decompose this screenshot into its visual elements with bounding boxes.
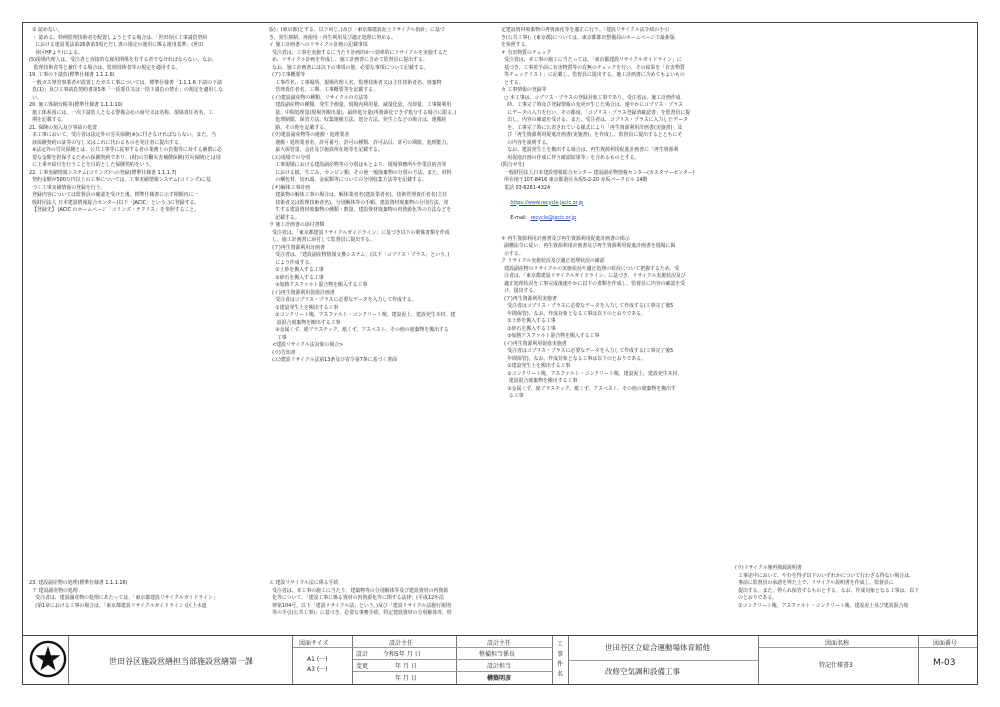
spec-line: 所在地〒107-8416 東京都港区赤坂5-2-20 赤坂パークビル 14階 [501,177,648,183]
spec-line: 律第104号。以下「建設リサイクル法」という。)及び「建設リサイクル法施行規則 [269,602,451,609]
spec-line: にデータの入力を行い、その都度、「コブリス・プラス登録済確認書」を監督員に提 [501,109,691,116]
spec-line: 要な金額を担保するための保険契約であり、(財)の労働災害補償保険(労災保険)とは別 [29,154,221,161]
spec-line: 基づき、工事着手前に有害物質等の有無のチェックを行い、その結果を「有害物質 [501,64,685,71]
spec-line: カ 工事情報の登録等 [501,87,547,93]
drawing-no-label: 図面番号 [933,640,958,647]
spec-line: 用促進計画の作成に伴う確認結果等」を含めるものとする。 [501,154,640,161]
spec-line: 負(1)」及び工事請負契約書第5条「一括委任又は一括下請負の禁止」の規定を適用しな [29,87,224,93]
spec-line: 21. 保険の加入及び事故の処置 [29,124,98,131]
spec-line: び「再生資源利用促進計画書(実施書)」を作成し、監督員に提出するとともにそ [501,132,683,138]
spec-line: 期を記載する。 [29,117,67,123]
spec-line: (ア)再生資源利用計画書 [269,244,325,251]
col2-text [269,27,497,365]
spec-line: 工事途中において、やむを得ず以下のいずれかについて行わざる得ない場合は、 [735,572,914,579]
spec-line: (ア)工事概要等 [269,72,306,78]
spec-line: 処理制限、保管方法、収集運搬方法、処分方法、発生上などの場合は、運搬経 [269,117,447,123]
spec-line: 受注者は、本工事の施工に当たっては、「東京都建設リサイクルガイドライン」に [501,57,682,63]
spec-line: キ 再生資源利用計画書及び再生資源利用促進計画書の掲示 [501,235,630,242]
spec-column-4 [735,27,971,637]
email-link[interactable]: recycle@jacic.or.jp [530,214,577,221]
spec-line: 路、その他を記載する。 [269,124,330,131]
spec-line: ウ 施工計画書の添付書類 [269,222,325,228]
spec-line: 出し、内容の確認を受ける。また、受注者は、コブリス・プラスに入力したデータ [501,117,688,123]
project-label-cell [553,636,569,684]
spec-line: 運搬・処理業者名、許可番号、許可の種類、許可品目、許可の期限、処理能力、 [269,139,452,146]
col4-bottom-text [735,565,971,610]
spec-line: 谷区HPより)による。 [29,49,83,56]
spec-line: 適正処理状況を工事完成後速やかに以下の書類を作成し、監督員に内容の確認を受 [501,280,686,287]
spec-line: 最大保管量、会社及び施設所在地等を記載する。 [269,147,383,153]
size-a1: A1 (一) [307,656,328,663]
spec-line: (エ)現場での分別 [269,154,311,161]
spec-line: ア 建設副産物の処理 [29,587,78,594]
spec-line: 受注者はコブリス・プラスに必要なデータを入力して作成する。 [269,297,417,303]
spec-line: (イ)建設副産物の種類、リサイクルの方法等 [269,94,369,101]
spec-line: ②砕石を搬入する工事 [501,325,556,332]
change-label: 変更 [356,663,369,670]
spec-line: 年間保管)。なお、作成対象となる工事は以下のとおりである。 [501,355,647,362]
spec-line: (オ)解体工事計画 [269,184,311,191]
spec-line: により作成する。 [269,259,315,266]
size-label: 図面サイズ [299,640,329,647]
spec-line: 受注者は、「建設副産物情報交換システム」(以下「コブリス・プラス」という。) [269,252,450,258]
spec-line: ③加熱アスファルト混合物を搬入する工事 [501,333,600,339]
spec-line: <建設リサイクル法対象の場合> [269,342,344,348]
project-line-2: 改修空気調和設備工事 [605,667,680,676]
spec-line: ク リサイクル実施状況及び適正処理状況の確認 [501,258,605,264]
org-cell [69,636,293,684]
size-cell [293,636,353,684]
col3-text [501,27,729,192]
spec-line: 生する建設資材廃棄物の種類・数量、建設資材廃棄物の再資源化等の方法などを [269,207,452,213]
spec-line: 事前に監督員の承諾を得た上で、リサイクル説明書を作成し、監督員に [735,580,894,586]
spec-line: 施工体系図には、一次下請負人となる警備会社の商号又は名称、現場責任者名、工 [29,109,214,116]
spec-line: (第1章における工事の場合は、「東京都建設リサイクルガイドライン (区上水道 [29,602,207,609]
spec-line: し、施工計画書に添付して監督員に提出する。 [269,237,375,243]
spec-line: (ウ)リサイクル施再資源説明書 [735,565,802,571]
spec-line: ○ 本工事は、コブリス・プラスの登録対象工事であり、受注者は、施工計画作成 [501,94,681,101]
col2-bottom-text [269,580,497,618]
spec-line: (ウ)建設副産物等の運搬・処理業者 [269,132,350,138]
spec-line: 副構法令に従い、再生資源利用計画書及び再生資源利用促進計画書を現場に掲 [501,243,676,249]
spec-line: を参照する。 [501,42,531,48]
spec-line: ※法定外の労災保険とは、公共工事等に従事する者の業務上の負傷等に対する補償に必 [29,147,223,153]
spec-line: 工事 [269,334,287,341]
drawing-name-label: 図面名称 [825,640,850,647]
spec-line: 受注者は、「東京都建設リサイクルガイドライン」に基づき以下の関係書類を作成 [269,229,450,236]
spec-line: ・ 認める。特例監理技術者を配置しようとする場合は、「世田谷区工事請負契約 [29,34,208,41]
spec-line: 工事件名、工事場所、現場代理人名、監理技術者又は主任技術者名、廃棄物 [269,79,442,86]
spec-line: 【登録先】 JACIC のホームページ「コリンズ・テクリス」を参照すること。 [29,207,200,213]
spec-line: 20. 施工体制台帳等(標準仕様書 1.1.1.10) [29,102,123,108]
spec-line: ①建設発生土を搬出する工事 [501,363,571,369]
spec-line: イ 施工計画書へのリサイクル計画の記載事項 [269,42,368,48]
spec-line: の内容を説明する。 [501,139,552,146]
blank-date: 年 月 日 [395,675,417,682]
drawing-name: 特記仕様書3 [819,662,853,669]
spec-line: 提出する。また、得られ保管するものとする。なお、作成対象となる工事は、以下 [735,587,920,594]
spec-line: のとおりである。 [735,595,778,601]
spec-line: い。 [29,94,42,101]
design-label: 設計 [356,651,369,658]
spec-line: 一般ガス導管事業者が設置したガス工事については、標準仕様書「1.1.1.6 下請の下請 [29,79,222,86]
spec-line: の梱包材、切れ端、金属類等についての分別収集方法等を記載する。 [269,177,427,183]
spec-line: 注者は、「東京都建設リサイクルガイドライン」に基づき、リサイクル実施状況及び [501,273,686,279]
spec-line: る工事 [501,393,524,399]
spec-line: (イ)再生資源利用促進計画書 [269,289,335,296]
spec-line: 一般財団法人日本建設情報総合センター 建設副産物情報センター(カスタマーセンター) [501,169,695,176]
spec-line: ①土砂を搬入する工事 [501,318,556,324]
spec-line: 契約金額が500万円以上の工事については、工事実績情報システム(コリンズ)に基 [29,177,211,183]
spec-line: き(公共工事)」(東京都)については、東京都都市整備局のホームページで最新版 [501,34,675,41]
project-label: 工事件名 [557,641,564,678]
size-a3: A3 (一) [307,666,328,673]
spec-line: 管理責任者名、工期、工事概要等を記載する。 [269,87,378,93]
drawing-no-cell [919,636,977,684]
spec-line: 等チェックリスト」に記載し、監督員に提出する。施工計画書に含めてもよいもの [501,72,685,78]
contact-line [501,192,729,230]
spec-line: 受注者は、建設副産物の処理にあたっては、「東京都建設リサイクルガイドライン」 [29,595,218,601]
spec-line: 監理技術者等と兼任する場合は、監理技術者等の規定を適用する。 [29,64,181,71]
spec-line: 記載する。 [269,214,300,221]
signature-cell [457,636,553,684]
spec-line: 建築物の解体工事の場合は、解体業者名(建設業者名)、技術管理責任者名(主任 [269,192,448,198]
spec-line: ③金属くず、廃プラスチック、紙くず、アスベスト、その他の廃棄物を搬出す [501,385,676,392]
spec-line: (イ)再生資源利用促進実施書 [501,340,567,347]
ward-emblem-cell [23,636,69,684]
design-header: 設計主任 [389,640,414,647]
spec-line: ②コンクリート塊、アスファルト・コンクリート塊、建設泥土、建設発生木材、建 [269,312,456,318]
spec-line: め、リサイクル計画を作成し、施工計画書に含めて監督員に提出する。 [269,57,428,63]
change-date: 年 月 日 [395,663,417,670]
spec-line: 技術者又は監理技術者名)、分別解体等の手順、建設資材廃棄物の分別方法、発 [269,199,449,206]
drawing-number: M-03 [933,658,956,668]
spec-line: 版)」(東京都)とする。以下同じ。)及び「東京都建設泥土リサイクル指針」に基づ [269,27,445,33]
col3-after-text [501,236,729,401]
spec-line: オ 有害物質のチェック [501,49,552,56]
spec-line: 23. 建設副産物の処理(標準仕様書 1.1.1.16) [29,580,128,586]
drawing-sheet [22,22,978,685]
col1-text [29,27,257,215]
col1-bottom-text [29,580,257,610]
spec-column-1 [29,27,257,637]
spec-line: 年間保管)。なお、作成対象となる工事は以下のとおりである。 [501,310,647,317]
project-cell [569,636,759,684]
person-value: 設計担当 [487,663,512,670]
spec-line: 等の手引(公共工事)」に基づき、必要な事務手続、特定建設資材の分別解体等、特 [269,610,452,616]
spec-line: け、提出する。 [501,288,539,294]
spec-line: 建設混合廃棄物を搬出する工事 [501,378,578,384]
spec-line: に上乗せ給付を行うことを目的とした保険契約をいう。 [29,162,155,168]
spec-line: 本工事において、受注者は法定外の労災保険(※)に付さなければならない。また、当 [29,132,216,138]
spec-line: 受注者はコブリス・プラスに必要なデータを入力して作成する(工事完了後5 [501,348,674,354]
spec-line: (ウ)告知書 [269,349,296,356]
spec-line: 示する。 [501,250,524,257]
spec-line: 22. 工事実績情報システム(コリンズ)への登録(標準仕様書 1.1.1.7) [29,169,177,176]
spec-line: ①コンクリート塊、アスファルト・コンクリート塊、建設泥土及び建設混合廃 [735,602,909,609]
spec-line: ③金属くず、廃プラスチック、紙くず、アスベスト、その他の廃棄物を搬出する [269,327,449,333]
spec-line: エ 建設リサイクル法に係る手続 [269,580,339,586]
spec-line: 19. 工事の下請負(標準仕様書 1.1.1.6) [29,72,115,78]
spec-line: 設混合廃棄物を搬出する工事 [269,319,341,326]
spec-line: 建設副産物の種類、発生予測量、現場内利用量、減量化量、売却量、工事間利用 [269,102,452,108]
spec-line: き、発生抑制、再使用・再生利用及び適正処理に努める。 [269,34,396,41]
spec-line: ① 認めない。 [29,27,63,33]
email-label: E-mail： [510,214,531,221]
company-name: 構築明彦 [487,675,512,682]
spec-column-2 [269,27,497,637]
spec-line: ③加熱アスファルト混合物を搬入する工事 [269,282,368,288]
spec-line: なお、施工計画書には以下の事項の他、必要な事項について記載する。 [269,64,429,71]
org-name: 世田谷区施設営繕担当部施設営繕第一課 [109,657,253,666]
spec-line: なお、建設発生土を搬出する場合は、再生資源利用促進計画書に「再生資源利 [501,147,679,153]
design-date: 令和5年 月 日 [383,651,421,658]
spec-line: づく工事実績情報の登録を行う。 [29,184,106,191]
spec-line: 定建設資材廃棄物の再資源化等を適正に行う。「建設リサイクル法手続の手引 [501,27,670,33]
title-block [23,635,977,684]
spec-line: における建設業法第26条第3項ただし書の規定の運用に係る運用基準」(世田 [29,42,203,48]
spec-line: 量、中間処理量(現場外搬出量)、最終処分量(再資源化できず処分する場合に限る。) [269,109,457,116]
spec-line: ①建設発生土を搬出する工事 [269,304,339,311]
manager-label: 設計主任 [487,640,512,647]
spec-line: 受注者はコブリス・プラスに必要なデータを入力して作成する(工事完了後5 [501,303,674,309]
spec-column-3 [501,27,729,637]
spec-line: 受注者は、工事を実施するに当たり計画的かつ効率的にリサイクルを実施するた [269,49,448,56]
chief-value: 整備担当係長 [479,651,516,658]
spec-line: 登録内容については監督員の確認を受けた後、標準仕様書に示す期間内に一 [29,192,199,198]
spec-line: とする。 [501,79,524,86]
spec-line: 該保険契約の証券の写し又はこれに代わるものを発注者に提出する。 [29,139,184,146]
spec-line: (ア)再生資源利用実施書 [501,295,557,302]
spec-line: (エ)建設リサイクル法第13条及び省令第7条に基づく書面 [269,357,398,363]
spec-line: 時、工事完了時及び登録情報の変更が生じた場合は、速やかにコブリス・プラス [501,102,683,108]
spec-line: を、工事完了時に公表されている様式により「再生資源利用計画書(実施書)」及 [501,124,683,131]
ward-emblem-icon [29,640,67,678]
spec-line: 般財団法人 日本建設情報総合センター(以下「JACIC」という。)に登録する。 [29,199,200,206]
spec-line: 建設副産物のリサイクルの実施状況や適正処理の状況について把握するため、受 [501,265,680,272]
spec-line: 化等について、「建設工事に係る資材の再資源化等に関する法律」(平成12年法 [269,595,444,601]
design-date-cell [353,636,457,684]
spec-line: ②コンクリート塊、アスファルト・コンクリート塊、建設泥土、建設発生木材、 [501,370,683,377]
spec-line: における紙、生ごみ、カンビン類、その他一般廃棄物の分別の方法、また、材料 [269,169,452,176]
spec-line: (問合せ先) [501,162,525,168]
recycle-url-link[interactable]: https://www.recycle.jacic.or.jp [510,199,584,206]
project-line-1: 世田谷区立総合運動場体育館他 [605,643,710,652]
spec-line: ①土砂を搬入する工事 [269,267,324,273]
spec-line: 電話 03-6261-4324 [501,184,551,191]
drawing-name-cell [759,636,919,684]
spec-line: 工事現場における建設副産物等の分別はもとより、現場事務所や作業員宿舎等 [269,162,447,168]
spec-line: (5)現場代理人は、受注者と直接的な雇用関係を有する者でなければならない。なお、 [29,57,217,63]
spec-line: ②砕石を搬入する工事 [269,274,324,281]
spec-line: 受注者は、本工事の施工に当たり、建築物等の分別解体等及び建設資材の再資源 [269,587,449,594]
